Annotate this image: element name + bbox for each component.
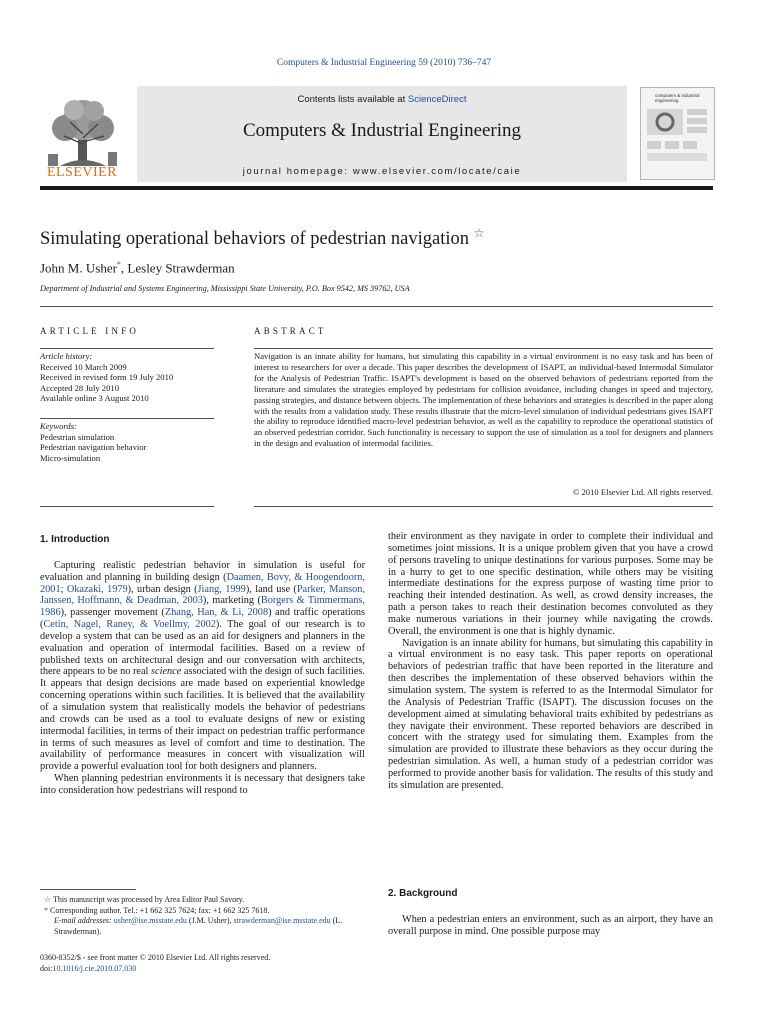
- history-item: Received 10 March 2009: [40, 361, 127, 372]
- journal-citation[interactable]: Computers & Industrial Engineering 59 (2010) 736–747: [276, 58, 492, 68]
- email-link-usher[interactable]: usher@ise.msstate.edu: [113, 916, 187, 925]
- article-title: Simulating operational behaviors of pedestrian navigation ☆: [40, 226, 485, 250]
- divider: [40, 506, 214, 507]
- divider: [254, 506, 713, 507]
- body-column-right: [388, 531, 713, 792]
- abstract-text: Navigation is an innate ability for humans, but simulating this capability in a virtual environment is no easy task and has been of interest to researchers for over a decade. This paper describes the development of ISAPT, an individual-based Intermodal Simulator for the Analysis of Pedestrian Traffic. ISAPT's development is based on the observed behaviors of pedestrians reported from the literature and simulates the strategies employed by pedestrians for collision avoidance, including changes in speed and trajectory, passing strategies, and distance between objects. The implementation of these behaviors and strategies is described in the paper along with the results from a validation study. These results illustrate that the micro-level simulation of individual pedestrians gives ISAPT the ability to reproduce identified macro-level pedestrian behavior, as well as the capability to reproduce the operational statistics of an observed pedestrian corridor. Such functionality is necessary to support the use of simulation as a tool for designers and planners in the design and evaluation of intermodal facilities.: [254, 351, 713, 449]
- abstract-heading: ABSTRACT: [254, 326, 327, 336]
- abstract-copyright: © 2010 Elsevier Ltd. All rights reserved.: [572, 487, 713, 497]
- publisher-wordmark: ELSEVIER: [46, 165, 118, 180]
- citation-link[interactable]: Cetin, Nagel, Raney, & Voellmy, 2002: [43, 619, 216, 631]
- email-link-strawderman[interactable]: strawderman@ise.msstate.edu: [233, 916, 331, 925]
- issn-copyright: 0360-8352/$ - see front matter © 2010 Elsevier Ltd. All rights reserved.: [40, 953, 271, 962]
- citation-link[interactable]: Daamen, Bovy, & Hoogendoorn, 2001: [40, 571, 365, 595]
- author-usher: John M. Usher: [40, 260, 117, 276]
- contents-line: Contents lists available at ScienceDirect: [297, 94, 467, 105]
- affiliation: Department of Industrial and Systems Engineering, Mississippi State University, P.O. Box 9542, MS 39762, USA: [40, 284, 410, 293]
- history-item: Available online 3 August 2010: [40, 393, 149, 403]
- keyword-item: Pedestrian navigation behavior: [40, 442, 147, 452]
- citation-link[interactable]: Parker, Manson, Janssen, Hoffmann, & Deadman, 2003: [40, 583, 365, 607]
- footnote-editor: ☆ This manuscript was processed by Area Editor Paul Savory.: [44, 895, 245, 904]
- footnote-rule: [40, 889, 136, 890]
- keywords: [40, 421, 146, 463]
- doi-link[interactable]: 10.1016/j.cie.2010.07.030: [52, 963, 137, 973]
- divider: [40, 418, 214, 419]
- keyword-item: Micro-simulation: [40, 452, 101, 463]
- history-item: Received in revised form 19 July 2010: [40, 372, 174, 382]
- journal-homepage[interactable]: journal homepage: www.elsevier.com/locate/caie: [242, 166, 522, 177]
- journal-cover-thumbnail: [640, 87, 715, 180]
- article-info-heading: ARTICLE INFO: [40, 326, 140, 336]
- footnote-corresponding: * Corresponding author. Tel.: +1 662 325 7624; fax: +1 662 325 7618.: [44, 905, 270, 915]
- citation-link[interactable]: Okazaki, 1979: [66, 583, 128, 595]
- section-heading-introduction: 1. Introduction: [40, 534, 110, 545]
- article-history: [40, 351, 173, 404]
- title-footnote-mark[interactable]: ☆: [473, 226, 485, 240]
- section-heading-background: 2. Background: [388, 888, 458, 899]
- footnote-emails: E-mail addresses: usher@ise.msstate.edu (J.M. Usher), strawderman@ise.msstate.edu (L. Strawderman).: [54, 916, 343, 936]
- citation-link[interactable]: Borgers & Timmermans, 1986: [40, 595, 365, 619]
- background-paragraph-1: When a pedestrian enters an environment, such as an airport, they have an overall purpose in mind. One possible purpose may: [388, 914, 713, 937]
- right-paragraph-1: their environment as they navigate in order to complete their individual and sometimes joint missions. It is a unique problem given that you have a crowd of persons traveling to unique destinations for various purposes. Some may be in a hurry to get to one specific destination, while others may be visiting intermediate destinations for the express purpose of wasting time prior to reaching their intended destination. As well, as crowd density increases, the path a person takes to reach their destination becomes convoluted as they make numerous variations in their journey while navigating the crowds. Overall, the environment is one that is highly dynamic.: [388, 531, 713, 637]
- doi-line: doi:10.1016/j.cie.2010.07.030: [40, 963, 137, 973]
- journal-title: Computers & Industrial Engineering: [242, 120, 522, 141]
- body-column-left: [40, 534, 365, 797]
- intro-paragraph-2: When planning pedestrian environments it is necessary that designers take into consideration how pedestrians will respond to: [40, 773, 365, 796]
- background-text: [388, 914, 713, 938]
- author-list: John M. Usher*, Lesley Strawderman: [40, 260, 235, 276]
- author-strawderman: Lesley Strawderman: [127, 260, 235, 276]
- keyword-item: Pedestrian simulation: [40, 431, 115, 442]
- history-label: Article history:: [40, 351, 93, 361]
- divider: [40, 306, 713, 307]
- sciencedirect-link[interactable]: ScienceDirect: [407, 94, 467, 105]
- intro-paragraph-1: Capturing realistic pedestrian behavior in simulation is useful for evaluation and planning in building design (Daamen, Bovy, & Hoogendoorn, 2001; Okazaki, 1979), urban design (Jiang, 1999), land use (Parker, Manson, Janssen, Hoffmann, & Deadman, 2003), marketing (Borgers & Timmermans, 1986), passenger movement (Zhang, Han, & Li, 2008) and traffic operations (Cetin, Nagel, Raney, & Voellmy, 2002). The goal of our research is to develop a system that can be used as an aid for designers and planners in the evaluation and operation of intermodal facilities. Based on a review of published texts on architectural design and our conversation with architects, there appears to be no real science associated with the design of such facilities. It appears that design decisions are made based on experiential knowledge concerning operations within such facilities. It is believed that the availability of a simulation system that realistically models the behavior of pedestrians and crowds can be used as a tool to evaluate designs of new or existing intermodal facilities, in terms of their impact on pedestrian traffic performance in terms of such measures as level of comfort and time to destination. The availability of performance measures in concert with visualization will provide a powerful evaluation tool for both designers and planners.: [40, 559, 366, 773]
- keywords-label: Keywords:: [40, 421, 77, 431]
- cover-art-icon: [641, 103, 714, 173]
- corresponding-author-mark[interactable]: *: [116, 260, 121, 269]
- footnotes: [40, 895, 365, 937]
- divider: [254, 348, 713, 349]
- right-paragraph-2: Navigation is an innate ability for humans, but simulating this capability in a virtual environment is no easy task. This paper reports on operational behaviors of pedestrian traffic that have been reported in the literature and then describes the implementation of these observed behaviors within the simulation system. The system is referred to as the Intermodal Simulator for the Analysis of Pedestrian Traffic (ISAPT). The discussion focuses on the development aimed at simulating behavioral traits exhibited by pedestrians as they navigate their environment. These reported behaviors are described in concert with the strategy used for simulating them. Examples from the simulation are provided to illustrate these behaviors as they occur during the pedestrian simulation. As well, a human study of a pedestrian corridor was performed to provide another basis for validation. The results of this study and its simulation are presented.: [388, 637, 713, 791]
- front-matter: [40, 953, 270, 974]
- cover-title: computers & industrial engineering: [655, 93, 700, 103]
- citation-link[interactable]: Zhang, Han, & Li, 2008: [164, 607, 269, 619]
- divider: [40, 348, 214, 349]
- citation-link[interactable]: Jiang, 1999: [197, 583, 246, 595]
- header-rule: [40, 186, 713, 190]
- history-item: Accepted 28 July 2010: [40, 382, 119, 393]
